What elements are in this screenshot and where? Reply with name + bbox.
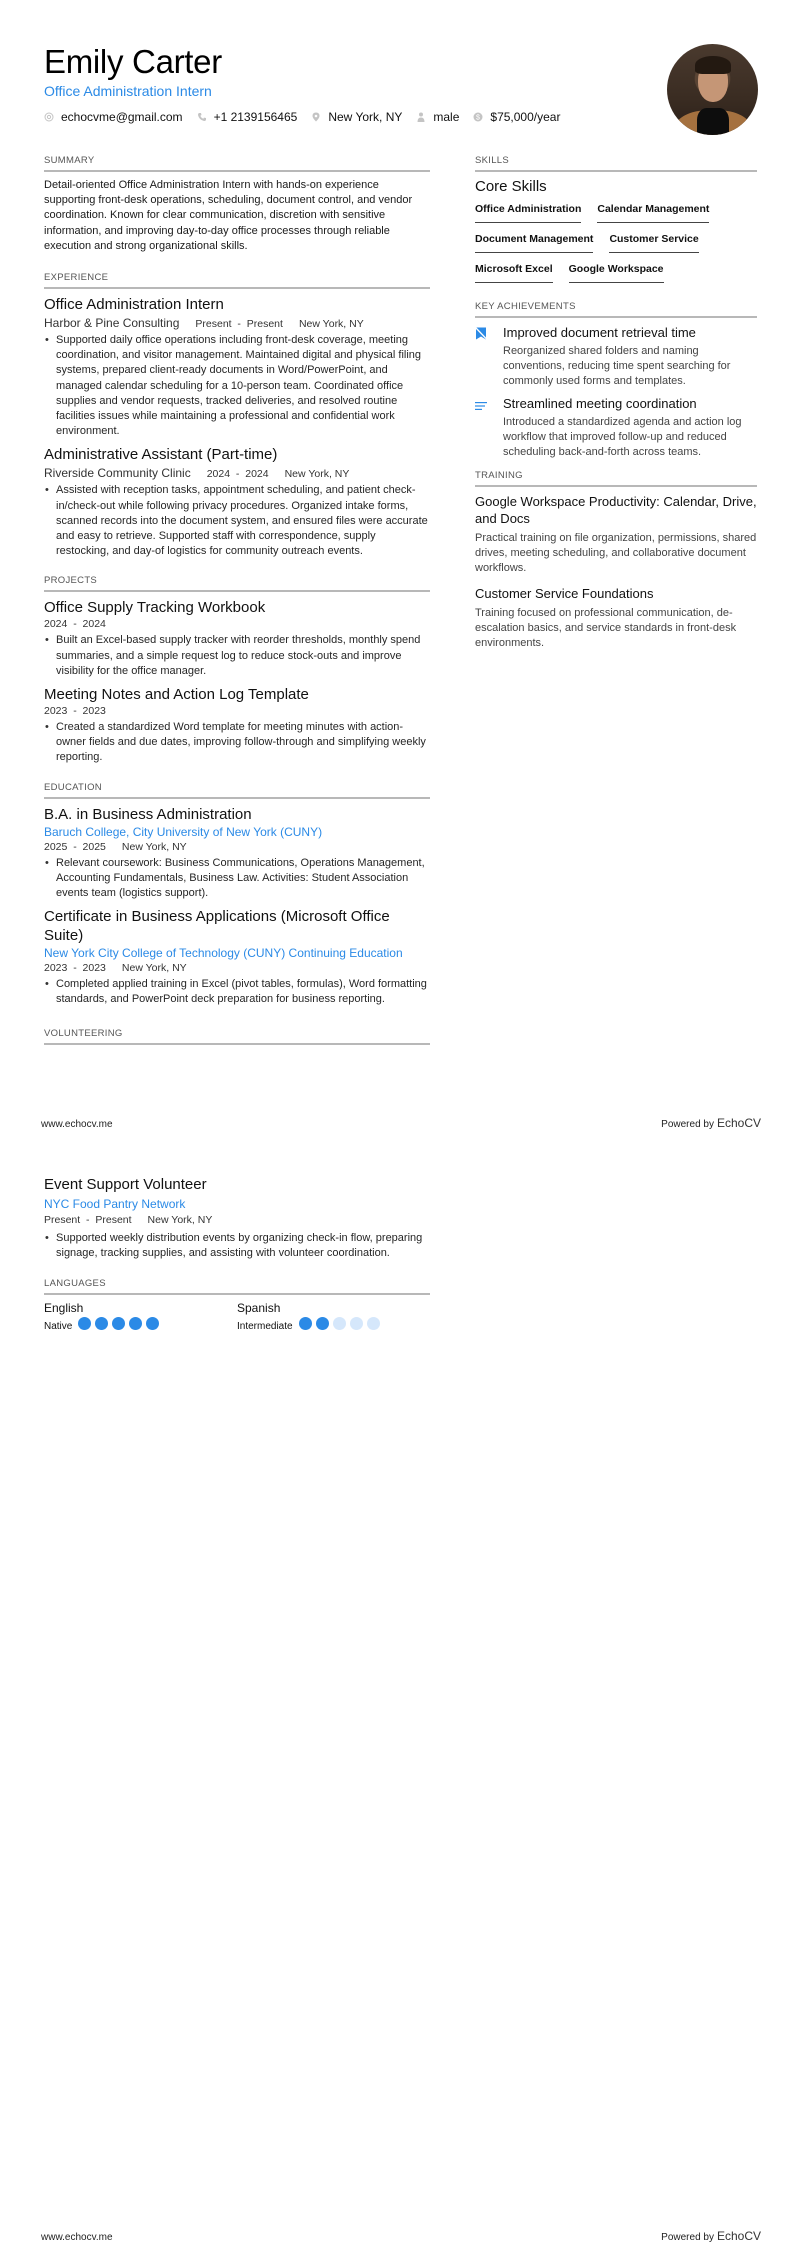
contact-phone[interactable]: [197, 110, 298, 124]
job-location: New York, NY: [298, 318, 364, 331]
experience-heading: EXPERIENCE: [44, 272, 430, 289]
skill-tag: Microsoft Excel: [475, 259, 553, 283]
languages-heading: LANGUAGES: [44, 1278, 430, 1295]
rating-dot-filled: [78, 1317, 91, 1330]
achievement-title: Improved document retrieval time: [503, 325, 696, 340]
job-dates: Present - Present: [195, 318, 283, 331]
rating-dot-filled: [112, 1317, 125, 1330]
volunteer-location: New York, NY: [147, 1214, 213, 1226]
volunteer-bullet: • Supported weekly distribution events by organizing check-in flow, preparing signage, tracking supplies, and assisting with volunteer coordination.: [44, 1231, 430, 1261]
rating-dot-filled: [316, 1317, 329, 1330]
skill-tag: Calendar Management: [597, 199, 709, 223]
education-section: [44, 782, 430, 1008]
training-item: [475, 493, 757, 576]
school-name: New York City College of Technology (CUNY) Continuing Education: [44, 946, 403, 961]
projects-heading: PROJECTS: [44, 575, 430, 592]
education-dates: 2025 - 2025: [44, 840, 106, 853]
volunteering-section-header: [44, 1028, 430, 1045]
rating-dot-empty: [350, 1317, 363, 1330]
education-location: New York, NY: [121, 840, 187, 853]
contact-salary: [473, 110, 560, 124]
summary-text: Detail-oriented Office Administration Intern with hands-on experience supporting front-desk operations, scheduling, document control, and vendor coordination. Known for clear communication, discretion with sensitive information, and improving day-to-day office processes through reliable execution and strong organizational skills.: [44, 179, 413, 252]
resume-page-2: [0, 1123, 794, 2246]
money-icon: [473, 112, 483, 122]
rating-dot-filled: [146, 1317, 159, 1330]
rating-dot-filled: [129, 1317, 142, 1330]
volunteering-heading: VOLUNTEERING: [44, 1028, 430, 1045]
training-title: Customer Service Foundations: [475, 586, 654, 601]
contact-email[interactable]: [44, 110, 183, 124]
education-location: New York, NY: [121, 962, 187, 975]
language-level: Intermediate: [237, 1320, 293, 1332]
achievement-item: [475, 395, 757, 460]
language-level-row: [44, 1317, 237, 1335]
rating-dot-filled: [95, 1317, 108, 1330]
contact-phone-value: +1 2139156465: [213, 110, 298, 124]
education-bullet: • Completed applied training in Excel (pivot tables, formulas), Word formatting standards, and PowerPoint deck preparation for business reporting.: [44, 977, 430, 1007]
footer-site-link[interactable]: www.echocv.me: [41, 1119, 113, 1130]
job-title: Administrative Assistant (Part-time): [44, 446, 278, 464]
achievement-item: [475, 324, 757, 389]
summary-heading: SUMMARY: [44, 155, 430, 172]
right-column: [475, 155, 757, 660]
powered-by-label: Powered by: [661, 1119, 714, 1130]
job-meta: [44, 316, 430, 330]
left-column: [44, 155, 430, 1051]
job-bullets: [44, 333, 430, 439]
education-item: [44, 907, 430, 1007]
svg-text:$: $: [476, 114, 481, 122]
volunteer-title: Event Support Volunteer: [44, 1176, 207, 1193]
summary-section: [44, 155, 430, 254]
skills-row: [475, 199, 757, 229]
volunteer-item: [44, 1175, 430, 1261]
achievements-heading: KEY ACHIEVEMENTS: [475, 301, 757, 318]
job-bullet: • Supported daily office operations including front-desk coverage, meeting coordination, and visitor management. Maintained digital and physical filing systems, prepared client-ready documents in Word/PowerPoint, and managed calendar scheduling for a 10-person team. Coordinated office supplies and vendor requests, tracked deliveries, and resolved routine facilities issues while maintaining a professional and confidential work environment.: [44, 333, 430, 439]
job-bullets: [44, 483, 430, 559]
project-bullets: [44, 720, 430, 766]
brand-logo-text[interactable]: EchoCV: [716, 1116, 761, 1130]
phone-icon: [197, 112, 207, 122]
training-section: [475, 470, 757, 651]
education-heading: EDUCATION: [44, 782, 430, 799]
contact-location: [311, 110, 402, 124]
brand-logo-text[interactable]: EchoCV: [716, 2229, 761, 2243]
achievement-desc: Reorganized shared folders and naming conventions, reducing time spent searching for commonly used forms and templates.: [503, 345, 731, 387]
contact-gender-value: male: [433, 110, 460, 124]
skills-heading: SKILLS: [475, 155, 757, 172]
language-level-row: [237, 1317, 430, 1335]
achievement-desc: Introduced a standardized agenda and action log workflow that improved follow-up and reduced scheduling back-and-forth across teams.: [503, 416, 742, 458]
project-dates: 2024 - 2024: [44, 618, 106, 631]
experience-item: [44, 295, 430, 439]
languages-section: [44, 1278, 430, 1335]
skill-tag: Document Management: [475, 229, 593, 253]
skill-tag: Office Administration: [475, 199, 581, 223]
language-item: [237, 1301, 430, 1335]
volunteer-meta: [44, 1214, 430, 1226]
contact-salary-value: $75,000/year: [490, 110, 561, 124]
rating-dot-filled: [299, 1317, 312, 1330]
company-name: Harbor & Pine Consulting: [44, 316, 180, 331]
job-meta: [44, 466, 430, 480]
project-bullet: • Created a standardized Word template for meeting minutes with action-owner fields and due dates, improving follow-through and simplifying weekly reporting.: [44, 720, 430, 766]
skills-section: [475, 155, 757, 289]
contact-gender: [416, 110, 459, 124]
degree-title: Certificate in Business Applications (Microsoft Office Suite): [44, 908, 390, 945]
project-bullet: • Built an Excel-based supply tracker with reorder thresholds, monthly spend summaries, and a simple request log to reduce stock-outs and improve visibility for the office manager.: [44, 633, 430, 679]
experience-item: [44, 445, 430, 559]
job-dates: 2024 - 2024: [206, 468, 269, 481]
school-name: Baruch College, City University of New York (CUNY): [44, 824, 323, 839]
degree-title: B.A. in Business Administration: [44, 805, 252, 823]
training-heading: TRAINING: [475, 470, 757, 487]
education-meta: [44, 841, 430, 853]
language-name: Spanish: [237, 1301, 281, 1316]
skill-tag: Google Workspace: [569, 259, 664, 283]
training-desc: Practical training on file organization, permissions, shared drives, meeting scheduling, and collaborative document workflows.: [475, 532, 757, 574]
at-icon: [44, 112, 54, 122]
education-item: [44, 805, 430, 902]
project-title: Meeting Notes and Action Log Template: [44, 686, 309, 704]
company-name: Riverside Community Clinic: [44, 466, 191, 481]
job-bullet: • Assisted with reception tasks, appointment scheduling, and patient check-in/check-out while following privacy procedures. Organized intake forms, scanned records into the document system, and ensured files were accurate and easy to retrieve. Supported staff with correspondence, supply restocking, and day-of logistics for community outreach events.: [44, 483, 430, 559]
location-pin-icon: [311, 112, 321, 122]
projects-section: [44, 575, 430, 765]
footer-site-link[interactable]: www.echocv.me: [41, 2232, 113, 2243]
volunteering-section: [44, 1175, 430, 1261]
rating-dot-empty: [367, 1317, 380, 1330]
training-item: [475, 585, 757, 651]
achievement-title: Streamlined meeting coordination: [503, 396, 697, 411]
education-bullets: [44, 977, 430, 1007]
skills-group-title: Core Skills: [475, 178, 547, 195]
education-dates: 2023 - 2023: [44, 962, 106, 975]
job-location: New York, NY: [284, 468, 350, 481]
volunteer-org: NYC Food Pantry Network: [44, 1197, 186, 1211]
language-rating: [78, 1317, 163, 1335]
bookmark-slash-icon: [475, 324, 503, 389]
person-icon: [416, 112, 426, 122]
candidate-role: Office Administration Intern: [44, 83, 212, 99]
contact-email-value: echocvme@gmail.com: [61, 110, 183, 124]
languages-list: [44, 1301, 430, 1335]
language-name: English: [44, 1301, 84, 1316]
achievements-section: [475, 301, 757, 460]
language-level: Native: [44, 1320, 73, 1332]
contact-location-value: New York, NY: [328, 110, 403, 124]
language-item: [44, 1301, 237, 1335]
language-rating: [299, 1317, 384, 1335]
skills-row: [475, 259, 757, 289]
volunteer-bullets: [44, 1231, 430, 1261]
project-dates: 2023 - 2023: [44, 705, 106, 718]
training-title: Google Workspace Productivity: Calendar, Drive, and Docs: [475, 494, 757, 526]
rating-dot-empty: [333, 1317, 346, 1330]
project-bullets: [44, 633, 430, 679]
education-bullets: [44, 856, 430, 902]
project-item: [44, 598, 430, 679]
project-title: Office Supply Tracking Workbook: [44, 599, 266, 617]
experience-section: [44, 272, 430, 559]
candidate-name: Emily Carter: [44, 43, 222, 80]
education-bullet: • Relevant coursework: Business Communications, Operations Management, Accounting Fundamentals, Business Law. Activities: Student Association events team (logistics support).: [44, 856, 430, 902]
volunteer-dates: Present - Present: [44, 1214, 132, 1226]
lines-icon: [475, 395, 503, 460]
project-item: [44, 685, 430, 766]
skill-tag: Customer Service: [609, 229, 698, 253]
job-title: Office Administration Intern: [44, 296, 224, 314]
powered-by-label: Powered by: [661, 2232, 714, 2243]
training-desc: Training focused on professional communication, de-escalation basics, and service standards in front-desk environments.: [475, 607, 737, 649]
left-column: [44, 1175, 430, 1335]
page-footer: [41, 2229, 761, 2243]
education-meta: [44, 962, 430, 974]
skills-row: [475, 229, 757, 259]
contact-bar: [44, 110, 574, 124]
footer-powered: [661, 2229, 761, 2243]
profile-photo: [667, 44, 758, 135]
